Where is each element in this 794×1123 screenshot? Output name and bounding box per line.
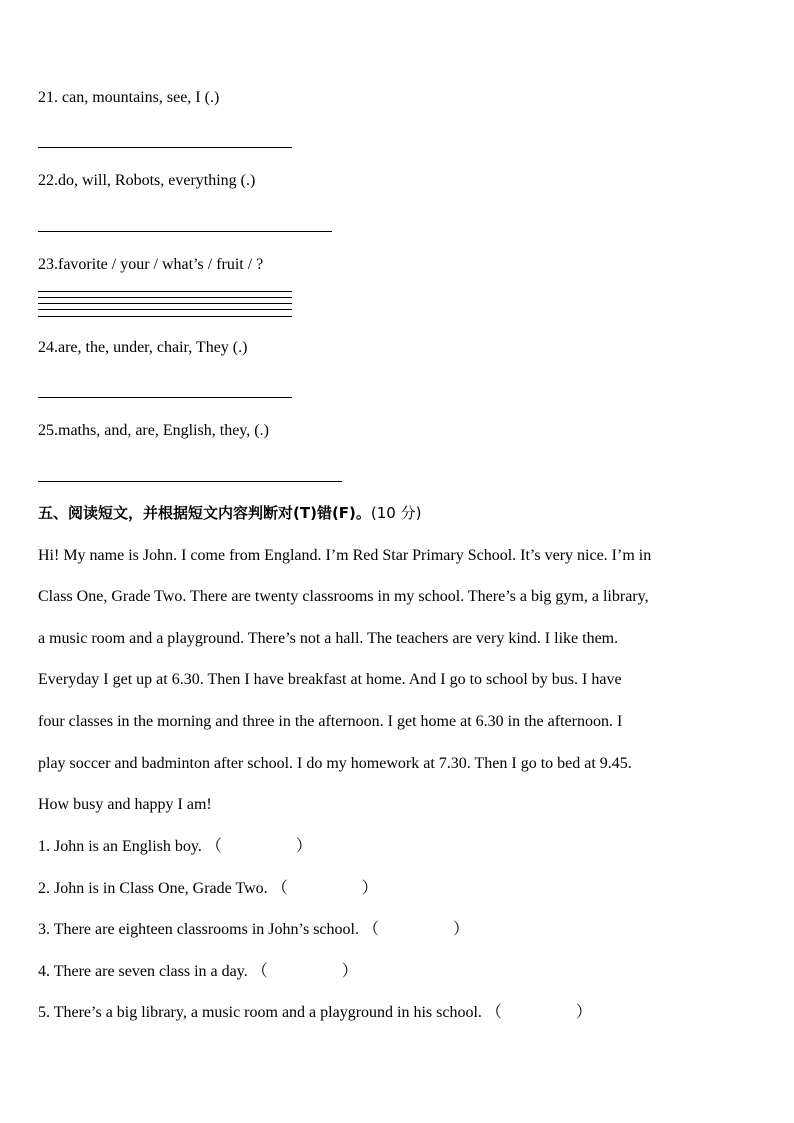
statement-3 xyxy=(38,920,469,940)
answer-line-23b[interactable] xyxy=(38,297,292,298)
question-25 xyxy=(38,421,269,441)
answer-line-22[interactable] xyxy=(38,231,332,232)
question-words: .maths, and, are, English, they, (.) xyxy=(54,422,269,439)
passage-line: Everyday I get up at 6.30. Then I have breakfast at home. And I go to school by bus. I have xyxy=(38,671,622,688)
question-21 xyxy=(38,88,219,108)
statement-text: 4. There are seven class in a day. xyxy=(38,963,248,980)
passage-line: four classes in the morning and three in the afternoon. I get home at 6.30 in the afternoon. I xyxy=(38,713,623,730)
question-number: 23 xyxy=(38,256,54,273)
answer-bracket[interactable]: （ ） xyxy=(271,880,378,897)
answer-bracket[interactable]: （ ） xyxy=(251,963,358,980)
question-words: . can, mountains, see, I (.) xyxy=(54,89,220,106)
statement-text: 3. There are eighteen classrooms in John’s school. xyxy=(38,921,359,938)
question-words: .are, the, under, chair, They (.) xyxy=(54,339,248,356)
answer-line-24[interactable] xyxy=(38,397,292,398)
passage-line: Hi! My name is John. I come from England. I’m Red Star Primary School. It’s very nice. I’m in xyxy=(38,547,652,564)
passage-line: How busy and happy I am! xyxy=(38,796,212,813)
statement-2 xyxy=(38,879,378,899)
question-number: 24 xyxy=(38,339,54,356)
question-number: 21 xyxy=(38,89,54,106)
answer-line-23c[interactable] xyxy=(38,303,292,304)
statement-text: 2. John is in Class One, Grade Two. xyxy=(38,880,268,897)
question-words: .do, will, Robots, everything (.) xyxy=(54,172,256,189)
answer-line-23e[interactable] xyxy=(38,316,292,317)
answer-line-23a[interactable] xyxy=(38,291,292,292)
question-22 xyxy=(38,171,255,191)
answer-bracket[interactable]: （ ） xyxy=(205,838,312,855)
statement-4 xyxy=(38,962,358,982)
statement-text: 5. There’s a big library, a music room and a playground in his school. xyxy=(38,1004,482,1021)
statement-1 xyxy=(38,837,312,857)
question-number: 25 xyxy=(38,422,54,439)
question-24 xyxy=(38,338,247,358)
answer-bracket[interactable]: （ ） xyxy=(485,1004,592,1021)
answer-line-25[interactable] xyxy=(38,481,342,482)
section-points: (10 分) xyxy=(370,504,422,522)
statement-5 xyxy=(38,1003,592,1023)
passage-line: Class One, Grade Two. There are twenty classrooms in my school. There’s a big gym, a library, xyxy=(38,588,649,605)
answer-line-21[interactable] xyxy=(38,147,292,148)
question-words: .favorite / your / what’s / fruit / ? xyxy=(54,256,264,273)
section-heading xyxy=(38,503,421,523)
statement-text: 1. John is an English boy. xyxy=(38,838,202,855)
question-number: 22 xyxy=(38,172,54,189)
passage-line: play soccer and badminton after school. I do my homework at 7.30. Then I go to bed at 9.45. xyxy=(38,755,632,772)
answer-line-23d[interactable] xyxy=(38,309,292,310)
answer-bracket[interactable]: （ ） xyxy=(362,921,469,938)
section-title: 五、阅读短文，并根据短文内容判断对(T)错(F)。 xyxy=(38,504,371,522)
question-23 xyxy=(38,255,263,275)
passage-line: a music room and a playground. There’s not a hall. The teachers are very kind. I like them. xyxy=(38,630,619,647)
